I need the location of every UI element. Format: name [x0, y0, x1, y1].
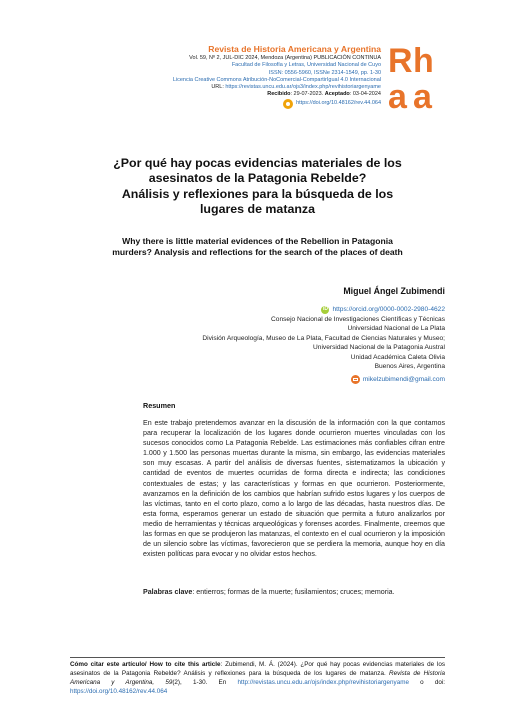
orcid-row — [321, 305, 445, 314]
url-line — [173, 84, 381, 91]
affiliation: Buenos Aires, Argentina — [374, 363, 445, 371]
faculty-line[interactable]: Facultad de Filosofía y Letras, Universidad Nacional de Cuyo — [231, 62, 381, 69]
citation-label: Cómo citar este artículo/ How to cite this article — [70, 661, 221, 668]
author-block — [202, 286, 445, 389]
journal-header — [173, 44, 381, 112]
citation-doi-link[interactable]: https://doi.org/10.48162/rev.44.064 — [70, 687, 168, 695]
title-es-line: asesinatos de la Patagonia Rebelde? — [148, 171, 367, 186]
affiliation: Universidad Nacional de la Patagonia Austral — [313, 344, 445, 352]
citation-or-doi: o doi: — [408, 678, 446, 686]
affiliation: Unidad Académica Caleta Olivia — [350, 353, 445, 361]
journal-title: Revista de Historia Americana y Argentina — [208, 44, 381, 54]
url-label: URL: — [211, 84, 226, 91]
email-row — [351, 375, 445, 384]
title-en-line: Why there is little material evidences of the Rebellion in Patagonia — [122, 236, 393, 246]
citation-divider — [70, 657, 445, 658]
volume-line: Vol. 59, Nº 2, JUL-DIC 2024, Mendoza (Argentina) PUBLICACIÓN CONTINUA — [189, 55, 381, 61]
license-line[interactable]: Licencia Creative Commons Atribución-NoComercial-CompartirIgual 4.0 Internacional — [172, 76, 381, 83]
received-label: Recibido — [267, 91, 291, 98]
svg-text:h: h — [413, 42, 434, 80]
svg-text:a: a — [388, 78, 407, 114]
title-en-line: murders? Analysis and reflections for the search of the places of death — [112, 247, 403, 258]
affiliation: División Arqueología, Museo de La Plata, Facultad de Ciencias Naturales y Museo; — [202, 334, 445, 342]
accepted-date: : 03-04-2024 — [349, 91, 381, 98]
affiliation: Universidad Nacional de La Plata — [347, 325, 445, 333]
journal-logo — [387, 42, 443, 114]
article-title-en — [60, 236, 455, 259]
mail-icon — [351, 375, 360, 384]
citation-text: : Zubimendi, M. Á. (2024). ¿Por qué hay pocas evidencias materiales de los asesinatos de la Patagonia Rebelde? Análisis y reflexiones para la búsqueda de los lugares de matanza. — [70, 661, 445, 677]
keywords — [143, 587, 445, 597]
journal-url-link[interactable]: https://revistas.uncu.edu.ar/ojs3/index.php/revihistoriargenyame — [225, 84, 381, 91]
author-name: Miguel Ángel Zubimendi — [343, 286, 445, 296]
email-link[interactable]: mikelzubimendi@gmail.com — [362, 376, 445, 384]
doi-icon — [283, 99, 293, 109]
article-title-es — [60, 156, 455, 218]
keywords-label: Palabras clave — [143, 588, 193, 596]
issn-line[interactable]: ISSN: 0556-5960, ISSNe 2314-1549, pp. 1-30 — [268, 69, 381, 76]
accepted-label: Aceptado — [324, 91, 350, 98]
doi-link[interactable]: https://doi.org/10.48162/rev.44.064 — [296, 100, 381, 107]
citation-block — [70, 661, 445, 697]
svg-text:R: R — [388, 42, 413, 80]
keywords-list: : entierros; formas de la muerte; fusilamientos; cruces; memoria. — [192, 588, 395, 596]
svg-text:a: a — [413, 78, 432, 114]
orcid-icon: iD — [322, 306, 328, 312]
abstract-text: En este trabajo pretendemos avanzar en la discusión de la información con la que contamos para recuperar la localización de los lugares donde ocurrieron muertes vinculadas con los sucesos conocidos como La Patagonia Rebelde. Las estimaciones más confiables cifran entre 1.000 y 1.500 las personas muertas durante la misma, sin embargo, las evidencias materiales son muy escasas. A partir del análisis de diversas fuentes, sistematizamos la ubicación y cantidad de eventos de muertes ocurridas de forma directa e indirecta; las condiciones contextuales de estas; y las características y formas en que ocurrieron. Posteriormente, avanzamos en la definición de los cambios que habrían sufrido estos lugares y los cuerpos de las víctimas, tanto en el corto plazo, como a lo largo de las décadas, hasta nuestros días. De esta forma, esperamos generar un estado de situación que permita a futuro analizarlos por medio de herramientas y técnicas arqueológicas y forenses acordes. Finalmente, creemos que las formas en que se produjeron las matanzas, el contexto en el cual ocurrieron y la imposición de un silencio sobre las víctimas, favorecieron que se perdiera la memoria, aunque hoy en día existen políticas para evocar y no olvidar estos hechos. — [143, 419, 445, 559]
citation-issue: (2), 1-30. En — [172, 678, 238, 686]
affiliation: Consejo Nacional de Investigaciones Científicas y Técnicas — [271, 316, 445, 323]
title-es-line: lugares de matanza — [199, 202, 315, 217]
title-es-line: ¿Por qué hay pocas evidencias materiales de los — [113, 156, 402, 170]
received-date: : 29-07-2023. — [290, 91, 325, 98]
dates-line — [173, 91, 381, 98]
citation-journal: Revista de Historia Americana y Argentina, 59 — [70, 669, 445, 686]
abstract-heading: Resumen — [143, 401, 176, 410]
orcid-link[interactable]: https://orcid.org/0000-0002-2980-4622 — [332, 306, 445, 313]
doi-line — [173, 99, 381, 112]
title-es-line: Análisis y reflexiones para la búsqueda de los — [121, 186, 394, 201]
citation-url-link[interactable]: http://revistas.uncu.edu.ar/ojs/index.php/revihistoriargenyame — [237, 678, 409, 686]
